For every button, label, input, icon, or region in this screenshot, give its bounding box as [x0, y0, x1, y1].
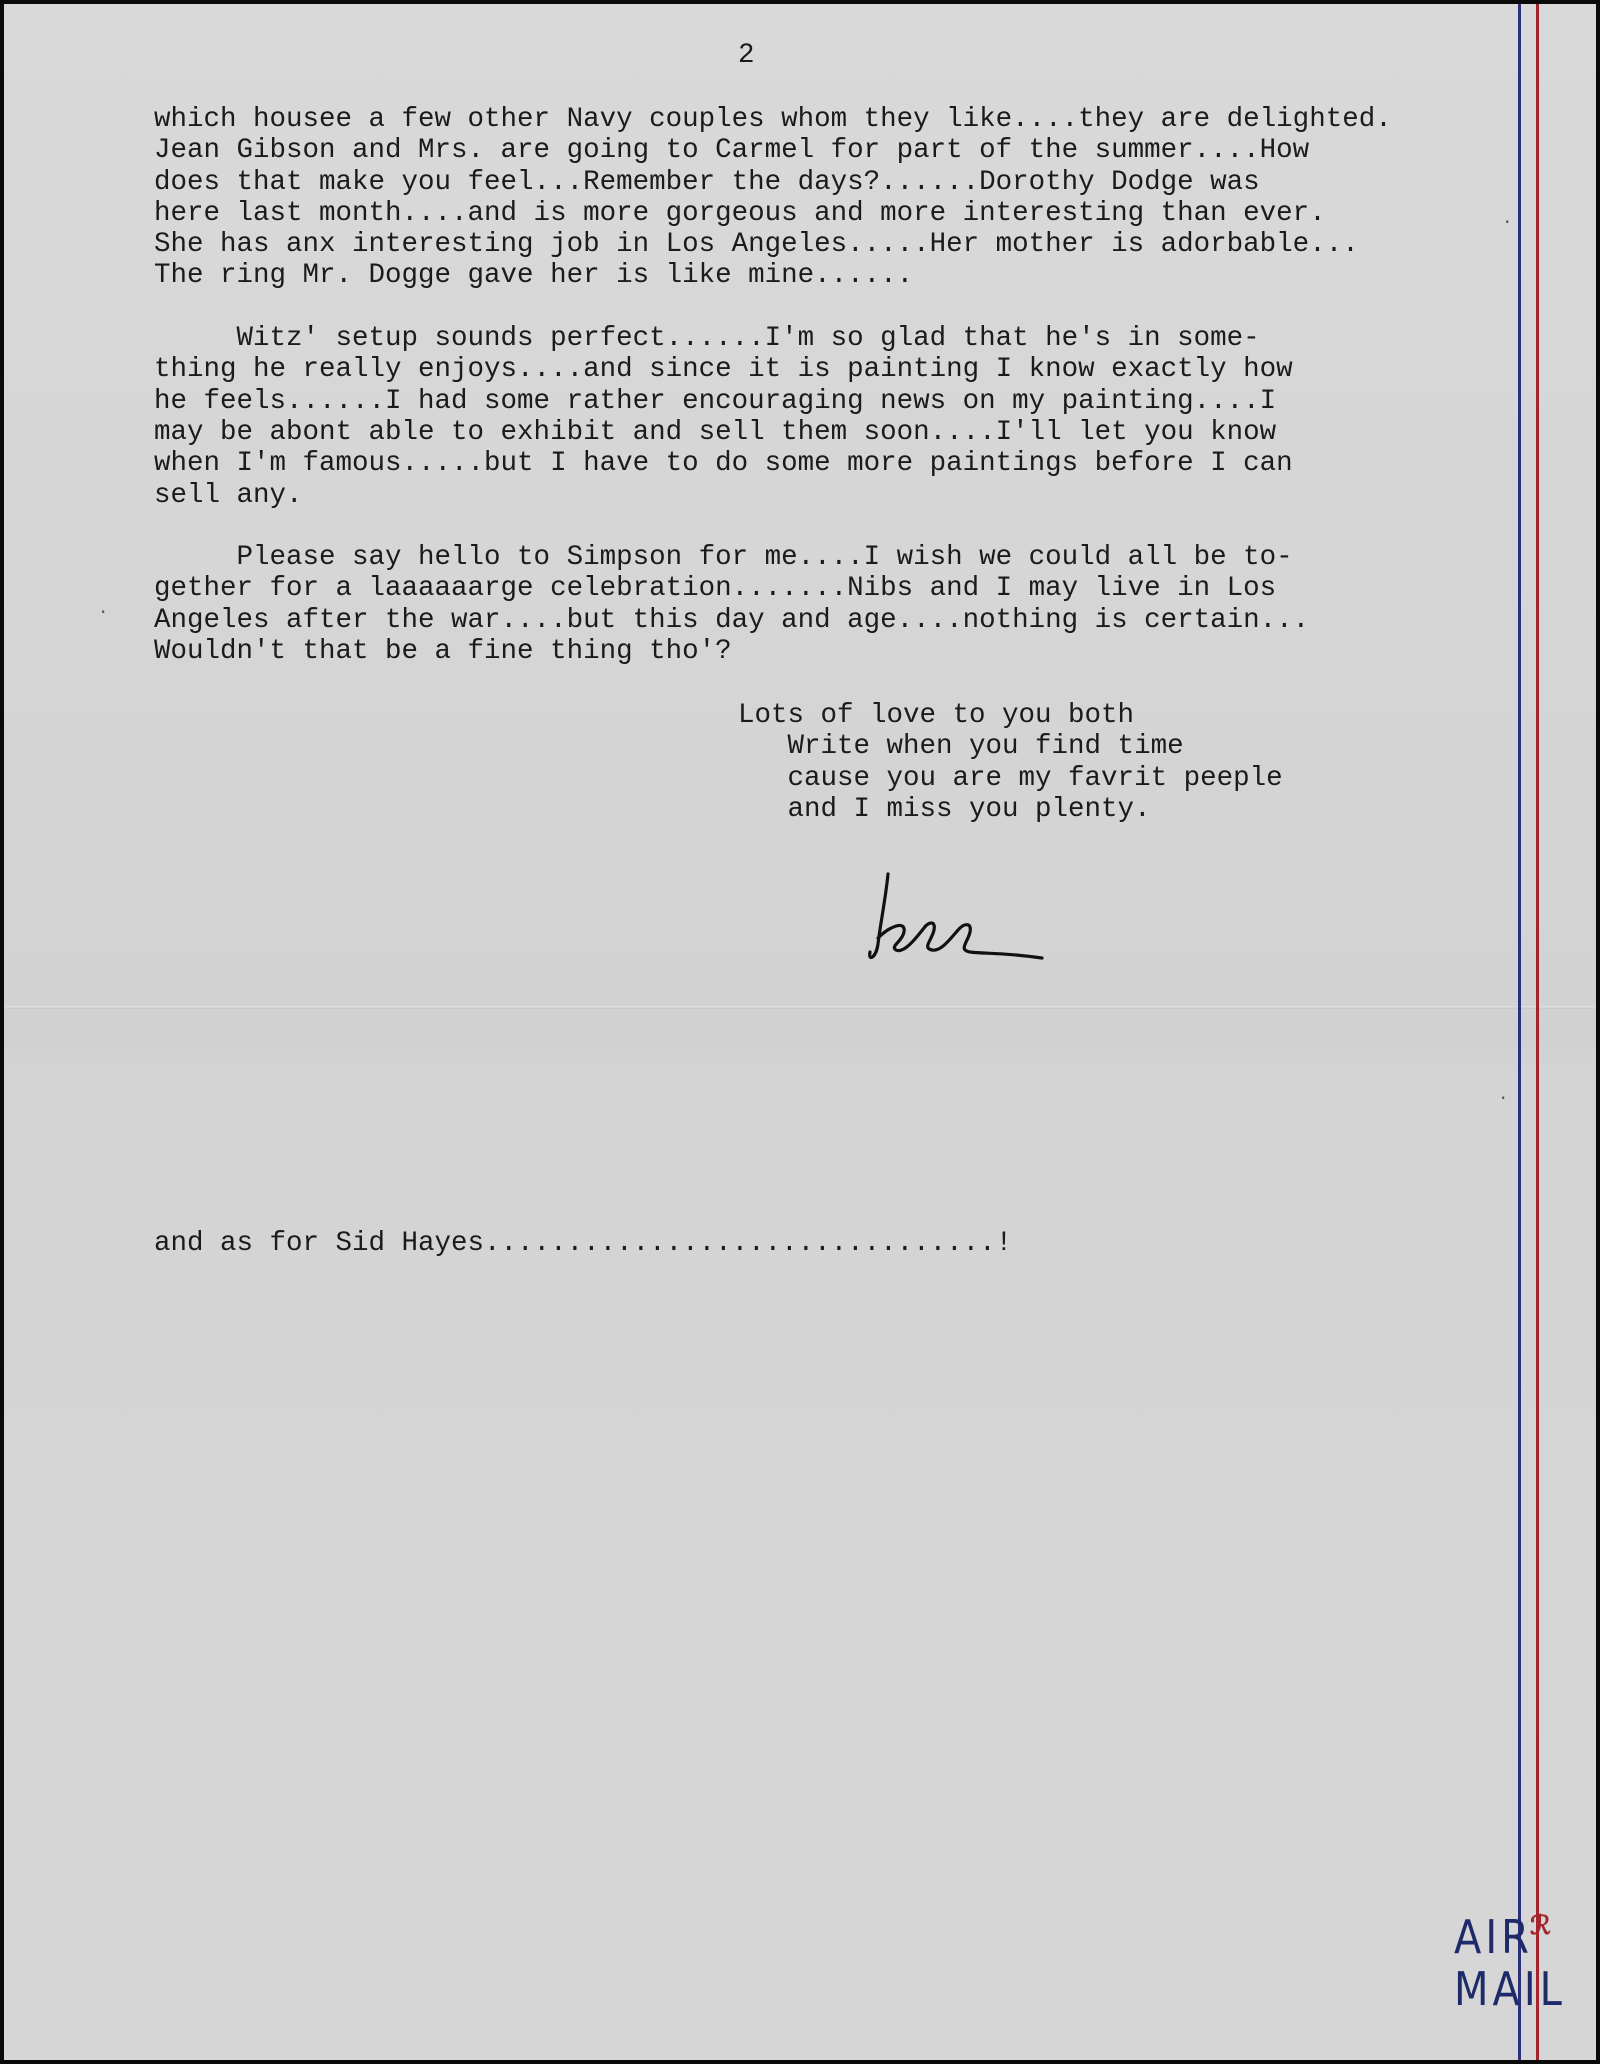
body-line: may be abont able to exhibit and sell them soon....I'll let you know: [154, 416, 1277, 448]
airmail-air-text: AIR: [1454, 1911, 1533, 1965]
airmail-blue-stripe: [1518, 4, 1521, 2060]
page-number: 2: [738, 40, 755, 71]
airmail-mail-text: MAIL: [1454, 1963, 1566, 2017]
body-line: gether for a laaaaaarge celebration.......Nibs and I may live in Los: [154, 573, 1277, 605]
body-line: he feels......I had some rather encouraging news on my painting....I: [154, 385, 1277, 417]
body-line: Wouldn't that be a fine thing tho'?: [154, 636, 732, 668]
closing-block: [738, 700, 1283, 825]
postscript: and as for Sid Hayes...............................!: [154, 1228, 1013, 1259]
handwritten-signature: [866, 866, 1066, 976]
ink-speck: .: [1504, 204, 1511, 228]
airmail-red-stripe: [1536, 4, 1539, 2060]
airmail-stamp: [1454, 1909, 1584, 2019]
body-line: here last month....and is more gorgeous and more interesting than ever.: [154, 197, 1326, 229]
body-line: when I'm famous.....but I have to do some more paintings before I can: [154, 448, 1293, 480]
body-line: Please say hello to Simpson for me....I wish we could all be to-: [154, 542, 1293, 574]
body-line: She has anx interesting job in Los Angeles.....Her mother is adorbable...: [154, 229, 1359, 261]
airmail-mark-icon: ℛ: [1530, 1911, 1551, 1941]
body-line: The ring Mr. Dogge gave her is like mine......: [154, 260, 914, 292]
body-line: [154, 292, 1392, 323]
paper-fold: [4, 1006, 1596, 1009]
ink-speck: .: [1500, 1080, 1507, 1104]
body-line: Jean Gibson and Mrs. are going to Carmel for part of the summer....How: [154, 135, 1310, 167]
closing-line: Write when you find time: [738, 731, 1184, 763]
body-line: [154, 511, 1392, 542]
body-line: does that make you feel...Remember the days?......Dorothy Dodge was: [154, 166, 1260, 198]
body-line: sell any.: [154, 479, 303, 511]
ink-speck: ·: [100, 600, 107, 624]
body-line: Angeles after the war....but this day and age....nothing is certain...: [154, 604, 1310, 636]
closing-line: cause you are my favrit peeple: [738, 762, 1283, 794]
body-line: Witz' setup sounds perfect......I'm so glad that he's in some-: [154, 323, 1260, 355]
letter-page: [4, 4, 1596, 2060]
body-line: thing he really enjoys....and since it is painting I know exactly how: [154, 354, 1293, 386]
closing-line: and I miss you plenty.: [738, 793, 1151, 825]
closing-line: Lots of love to you both: [738, 700, 1135, 731]
body-line: [154, 667, 1392, 698]
letter-body: [154, 104, 1392, 699]
body-line: which housee a few other Navy couples whom they like....they are delighted.: [154, 104, 1392, 135]
